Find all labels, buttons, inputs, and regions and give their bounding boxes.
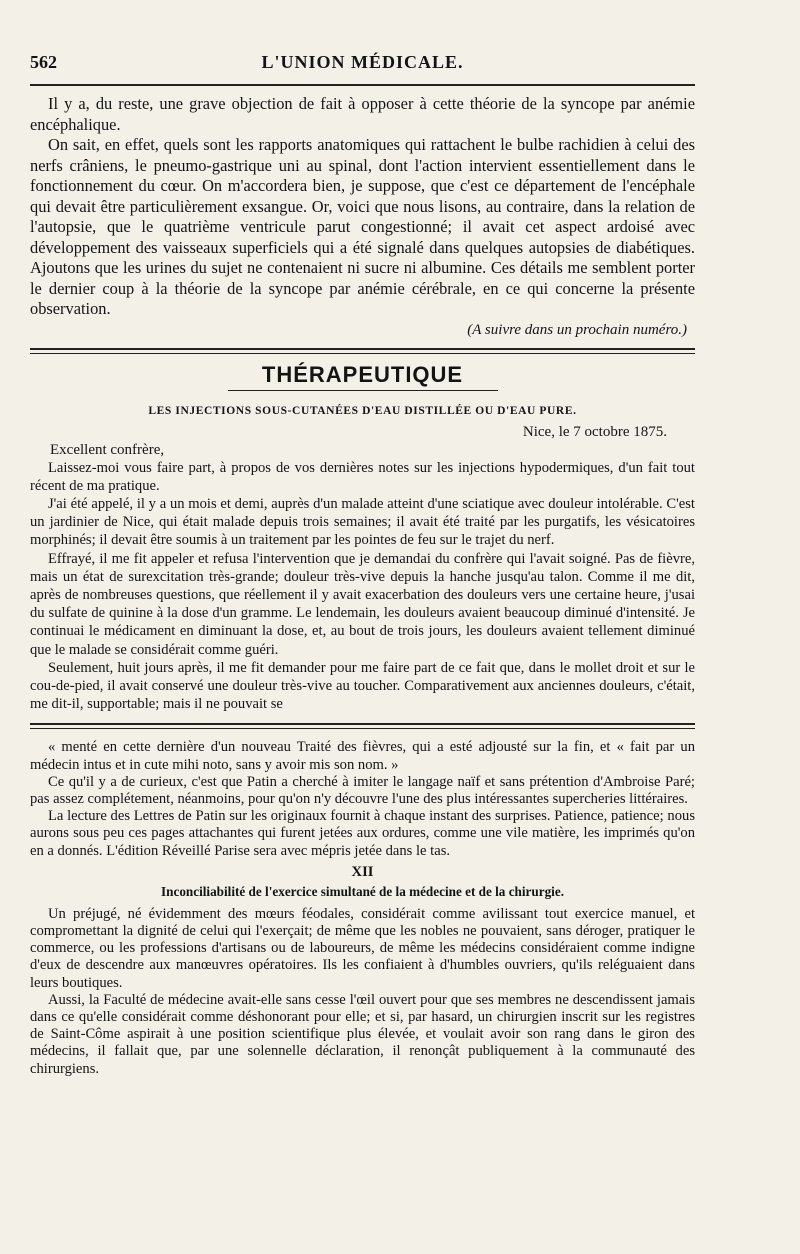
section-divider	[30, 348, 695, 354]
therapeutique-section	[30, 362, 695, 714]
salutation: Excellent confrère,	[50, 441, 165, 458]
paragraph: Il y a, du reste, une grave objection de fait à opposer à cette théorie de la syncope par anémie encéphalique.	[30, 94, 695, 134]
chapter-number: XII	[351, 863, 374, 880]
page-header	[30, 50, 695, 78]
paragraph: La lecture des Lettres de Patin sur les originaux fournit à chaque instant des surprises. Patience, patience; nous aurons sous peu ces pages attachantes qui furent jetées aux ordures, comme une vile matière, les imprimés qu'on en a donnés. L'édition Réveillé Parise sera avec mépris jetée dans le tas.	[30, 808, 695, 859]
section-title: THÉRAPEUTIQUE	[261, 361, 464, 387]
paragraph: On sait, en effet, quels sont les rapports anatomiques qui rattachent le bulbe rachidien à celui des nerfs crâniens, le pneumo-gastrique uni au spinal, dont l'action intervient essentiellement dans le fonctionnement du cœur. On m'accordera bien, je suppose, que c'est ce département de l'encéphale qui devait être particulièrement exsangue. Or, voici que nous lisons, au contraire, dans la relation de l'autopsie, que le quatrième ventricule parut congestionné; il avait cet aspect ardoisé avec développement des vaisseaux superficiels qui a été signalé dans quelques autopsies de diabétiques. Ajoutons que les urines du sujet ne contenaient ni sucre ni albumine. Ces détails me semblent porter le dernier coup à la théorie de la syncope par anémie cérébrale, en ce qui concerne la présente observation.	[30, 135, 695, 318]
journal-title: L'UNION MÉDICALE.	[261, 52, 464, 72]
paragraph: Aussi, la Faculté de médecine avait-elle sans cesse l'œil ouvert pour que ses membres ne descendissent jamais dans ce qu'elle considérait comme déshonorant pour elle; et si, par hasard, un chirurgien inscrit sur les registres de Saint-Côme aspirait à une position scientifique plus élevée, et voulait avoir son rang dans le giron des médecins, il fallait que, par une solennelle déclaration, il renonçât publiquement à la communauté des chirurgiens.	[30, 991, 695, 1077]
page	[30, 50, 695, 1078]
page-number: 562	[30, 52, 57, 72]
dateline: Nice, le 7 octobre 1875.	[522, 423, 667, 440]
chapter-title: Inconciliabilité de l'exercice simultané de la médecine et de la chirurgie.	[161, 883, 564, 899]
paragraph: Ce qu'il y a de curieux, c'est que Patin a cherché à imiter le langage naïf et sans prétention d'Ambroise Paré; pas assez complétement, néanmoins, pour qu'on n'y découvre l'une des plus intéressantes supercheries littéraires.	[30, 773, 695, 807]
paragraph: J'ai été appelé, il y a un mois et demi, auprès d'un malade atteint d'une sciatique avec douleur intolérable. C'est un jardinier de Nice, qui était malade depuis trois semaines; il avait été traité par les purgatifs, les vésicatoires morphinés; il devait être soumis à un traitement par les pointes de feu sur le trajet du nerf.	[30, 495, 695, 549]
paragraph: Seulement, huit jours après, il me fit demander pour me faire part de ce fait que, dans le mollet droit et sur le cou-de-pied, il avait conservé une douleur très-vive au toucher. Comparativement aux anciennes douleurs, c'était, me dit-il, supportable; mais il ne pouvait se	[30, 659, 695, 713]
paragraph: Effrayé, il me fit appeler et refusa l'intervention que je demandai du confrère qui l'avait soigné. Pas de fièvre, mais un état de surexcitation très-grande; douleur très-vive depuis la hanche jusqu'au talon. Comme il me dit, après de nombreuses questions, que réellement il y avait exacerbation des douleurs vers une certaine heure, j'usai du sulfate de quinine à la dose d'un gramme. Le lendemain, les douleurs avaient beaucoup diminué d'intensité. Je continuai le médicament en diminuant la dose, et, au bout de trois jours, les douleurs avaient tellement diminué que le malade se considérait comme guéri.	[30, 550, 695, 658]
article-top	[30, 94, 695, 340]
feuilleton-section	[30, 739, 695, 1077]
title-underline	[228, 390, 498, 391]
article-subtitle: LES INJECTIONS SOUS-CUTANÉES D'EAU DISTILLÉE OU D'EAU PURE.	[148, 404, 577, 417]
feuilleton-divider	[30, 723, 695, 729]
paragraph: « menté en cette dernière d'un nouveau Traité des fièvres, qui a esté adjousté sur la fin, et « fait par un médecin intus et in cute mihi noto, sans y avoir mis son nom. »	[30, 739, 695, 773]
paragraph: Laissez-moi vous faire part, à propos de vos dernières notes sur les injections hypodermiques, d'un fait tout récent de ma pratique.	[30, 459, 695, 494]
continuation-note: (A suivre dans un prochain numéro.)	[467, 321, 687, 338]
header-rule	[30, 84, 695, 86]
paragraph: Un préjugé, né évidemment des mœurs féodales, considérait comme avilissant tout exercice manuel, et compromettant la dignité de celui qui l'exerçait; de même que les nobles ne pouvaient, sans déroger, pratiquer le commerce, ou les professions d'artisans ou de laboureurs, de même les médecins considéraient comme indigne d'eux de descendre aux manœuvres opératoires. Ils les confiaient à d'humbles ouvriers, qu'ils reléguaient dans leurs boutiques.	[30, 905, 695, 991]
